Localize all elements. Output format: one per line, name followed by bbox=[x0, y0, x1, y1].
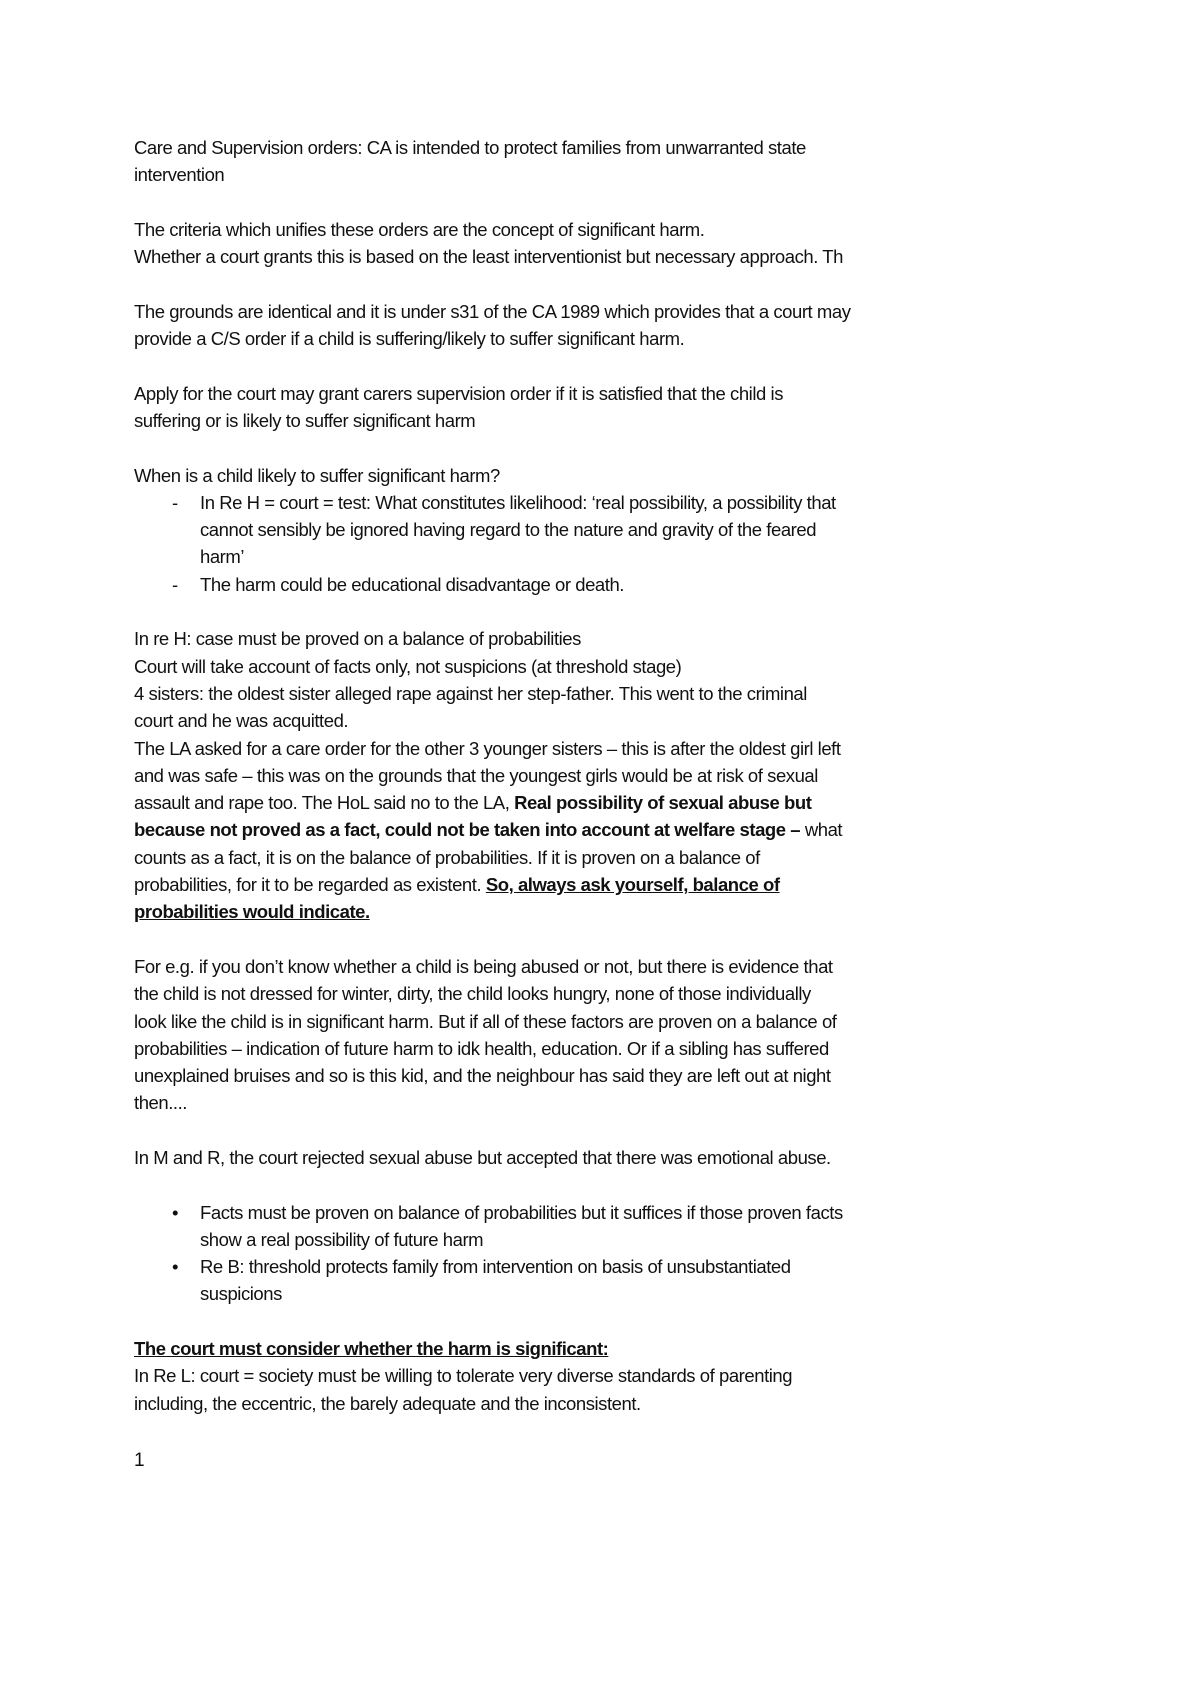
text-line: Whether a court grants this is based on the least interventionist but necessary approach. Th bbox=[134, 246, 843, 268]
dash-list-item bbox=[134, 489, 1094, 516]
text-line: and was safe – this was on the grounds that the youngest girls would be at risk of sexual bbox=[134, 764, 818, 786]
text-line: For e.g. if you don’t know whether a child is being abused or not, but there is evidence that bbox=[134, 955, 833, 977]
dash-marker: - bbox=[172, 491, 178, 513]
section-heading: The court must consider whether the harm is significant: bbox=[134, 1338, 609, 1360]
bullet-marker: • bbox=[172, 1256, 179, 1278]
bold-underlined-text: So, always ask yourself, balance of bbox=[485, 874, 780, 896]
bullet-list-item bbox=[134, 1253, 1094, 1280]
bold-text: Real possibility of sexual abuse but bbox=[514, 792, 812, 814]
text-line: suspicions bbox=[200, 1283, 282, 1305]
document-page bbox=[134, 134, 1094, 1417]
text-line: show a real possibility of future harm bbox=[200, 1228, 484, 1250]
text-line: 4 sisters: the oldest sister alleged rape against her step-father. This went to the criminal bbox=[134, 682, 807, 704]
text-line: Court will take account of facts only, not suspicions (at threshold stage) bbox=[134, 655, 682, 677]
text-span: what bbox=[800, 819, 843, 841]
text-line: look like the child is in significant harm. But if all of these factors are proven on a balance of bbox=[134, 1010, 837, 1032]
text-line: the child is not dressed for winter, dirty, the child looks hungry, none of those individually bbox=[134, 983, 811, 1005]
dash-marker: - bbox=[172, 573, 178, 595]
text-line: cannot sensibly be ignored having regard to the nature and gravity of the feared bbox=[200, 519, 817, 541]
text-span: probabilities, for it to be regarded as existent. bbox=[134, 874, 486, 896]
text-line: probabilities – indication of future harm to idk health, education. Or if a sibling has suffered bbox=[134, 1037, 829, 1059]
bold-underlined-text: probabilities would indicate. bbox=[134, 901, 370, 923]
text-line: counts as a fact, it is on the balance of probabilities. If it is proven on a balance of bbox=[134, 846, 760, 868]
text-line: In re H: case must be proved on a balance of probabilities bbox=[134, 628, 581, 650]
text-line: The harm could be educational disadvantage or death. bbox=[200, 573, 624, 595]
text-line: provide a C/S order if a child is suffering/likely to suffer significant harm. bbox=[134, 328, 685, 350]
text-line: In M and R, the court rejected sexual abuse but accepted that there was emotional abuse. bbox=[134, 1146, 831, 1168]
text-line: The grounds are identical and it is under s31 of the CA 1989 which provides that a court may bbox=[134, 300, 851, 322]
text-line: court and he was acquitted. bbox=[134, 710, 349, 732]
text-line: including, the eccentric, the barely adequate and the inconsistent. bbox=[134, 1392, 641, 1414]
bullet-list-item bbox=[134, 1199, 1094, 1226]
text-line: unexplained bruises and so is this kid, and the neighbour has said they are left out at night bbox=[134, 1065, 831, 1087]
text-line: Care and Supervision orders: CA is intended to protect families from unwarranted state bbox=[134, 137, 806, 158]
text-span: assault and rape too. The HoL said no to the LA, bbox=[134, 792, 515, 814]
text-line: intervention bbox=[134, 164, 225, 186]
page-number: 1 bbox=[134, 1450, 145, 1471]
text-line: In Re L: court = society must be willing to tolerate very diverse standards of parenting bbox=[134, 1365, 793, 1387]
text-line: then.... bbox=[134, 1092, 187, 1114]
text-line: In Re H = court = test: What constitutes likelihood: ‘real possibility, a possibility that bbox=[200, 491, 836, 513]
text-line: suffering or is likely to suffer significant harm bbox=[134, 409, 476, 431]
text-line: The LA asked for a care order for the other 3 younger sisters – this is after the oldest girl left bbox=[134, 737, 841, 759]
text-line: The criteria which unifies these orders are the concept of significant harm. bbox=[134, 218, 705, 240]
text-line: harm’ bbox=[200, 546, 245, 568]
question-heading: When is a child likely to suffer significant harm? bbox=[134, 464, 500, 486]
bold-text: because not proved as a fact, could not be taken into account at welfare stage – bbox=[134, 819, 801, 841]
text-line: Facts must be proven on balance of probabilities but it suffices if those proven facts bbox=[200, 1201, 843, 1223]
bullet-marker: • bbox=[172, 1201, 179, 1223]
text-line: Apply for the court may grant carers supervision order if it is satisfied that the child is bbox=[134, 382, 783, 404]
dash-list-item bbox=[134, 571, 1094, 598]
text-line: Re B: threshold protects family from intervention on basis of unsubstantiated bbox=[200, 1256, 791, 1278]
